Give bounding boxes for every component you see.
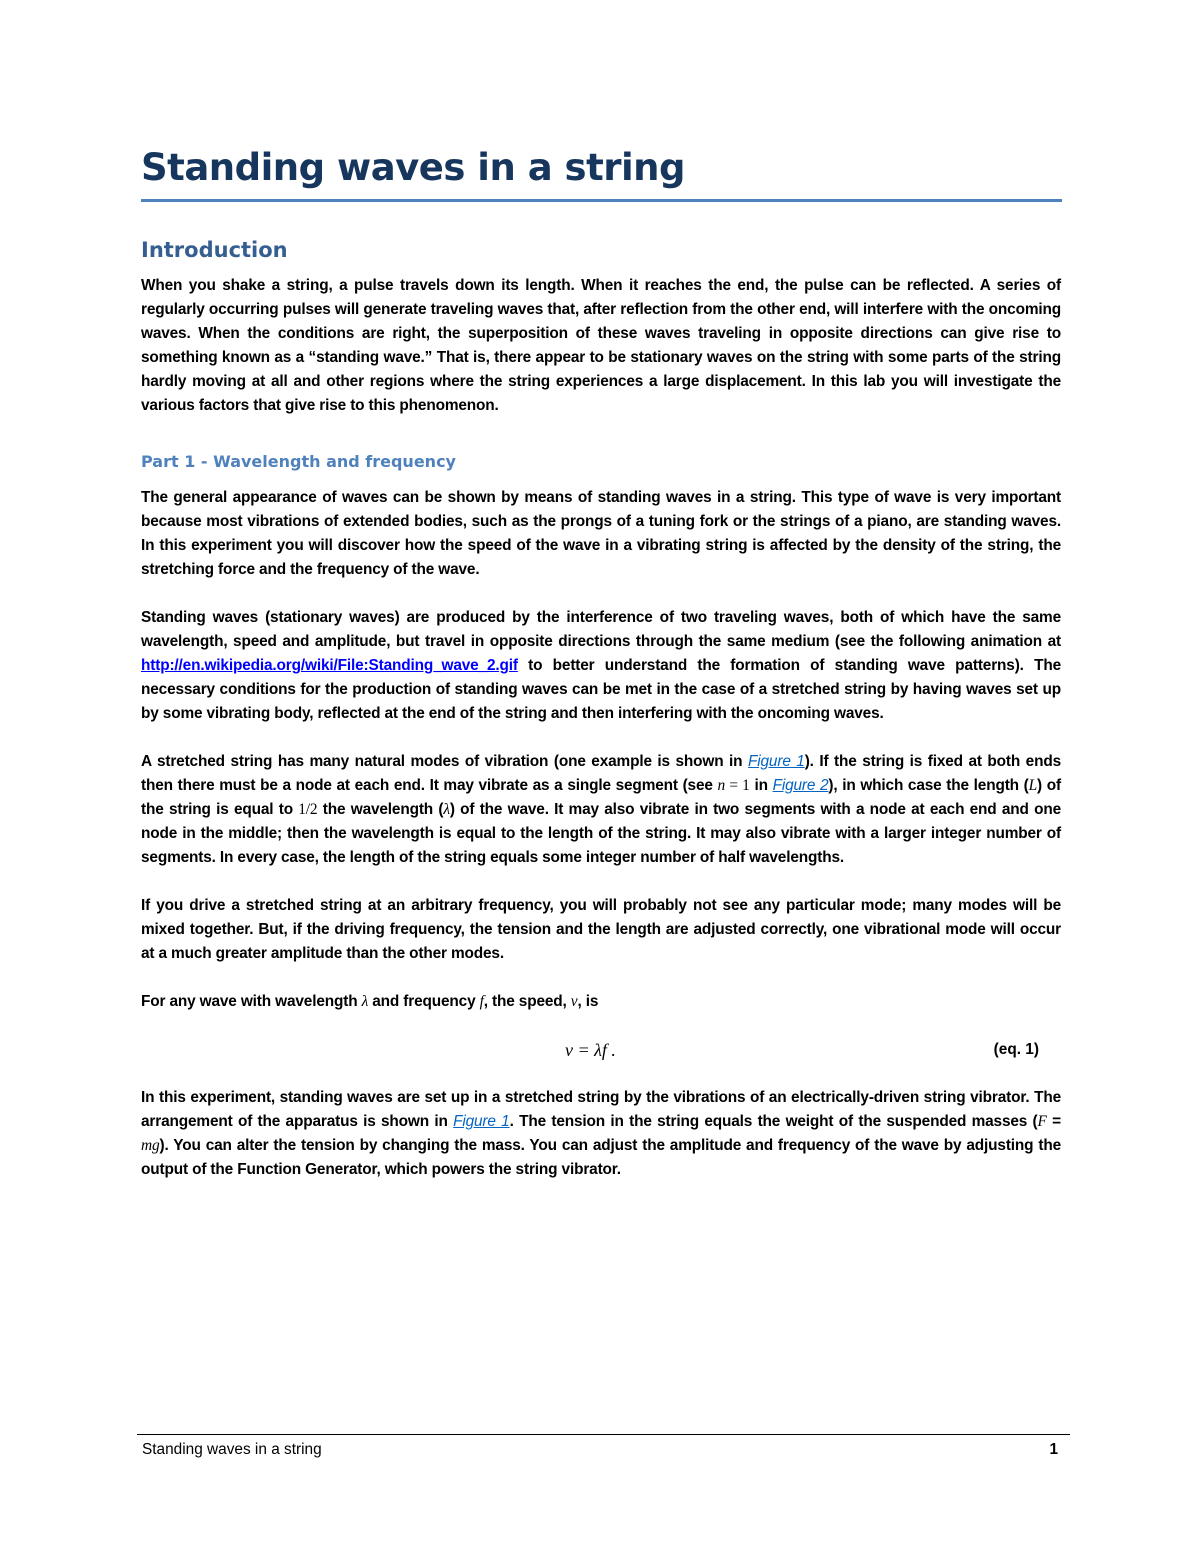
p6-text-c: ). You can alter the tension by changing the mass. You can adjust the amplitude and frequency of the wave by adjusting the output of the Function Generator, which powers the string vibrator.	[141, 1137, 1061, 1178]
paragraph-standing-waves	[141, 606, 1061, 726]
p5-text-c: , the speed,	[483, 993, 571, 1010]
math-half: 1/2	[298, 801, 318, 818]
p5-text-b: and frequency	[368, 993, 480, 1010]
intro-paragraph: When you shake a string, a pulse travels down its length. When it reaches the end, the pulse can be reflected. A series of regularly occurring pulses will generate traveling waves that, after reflection from the other end, will interfere with the oncoming waves. When the conditions are right, the superposition of these waves traveling in opposite directions can give rise to something known as a “standing wave.” That is, there appear to be stationary waves on the string with some parts of the string hardly moving at all and other regions where the string experiences a large displacement. In this lab you will investigate the various factors that give rise to this phenomenon.	[141, 277, 1061, 414]
paragraph-general-appearance: The general appearance of waves can be shown by means of standing waves in a string. This type of wave is very important because most vibrations of extended bodies, such as the prongs of a tuning fork or the strings of a piano, are standing waves. In this experiment you will discover how the speed of the wave in a vibrating string is affected by the density of the string, the stretching force and the frequency of the wave.	[141, 489, 1061, 578]
equation-label: (eq. 1)	[993, 1041, 1039, 1058]
wikipedia-animation-link[interactable]: http://en.wikipedia.org/wiki/File:Standing_wave_2.gif	[141, 657, 518, 674]
page-number: 1	[1049, 1441, 1058, 1458]
p2-text-a: Standing waves (stationary waves) are produced by the interference of two traveling waves, both of which have the same wavelength, speed and amplitude, but travel in opposite directions through the same medium (see the following animation at	[141, 609, 1061, 650]
part1-heading: Part 1 - Wavelength and frequency	[141, 452, 456, 471]
math-n: n	[717, 777, 726, 794]
page-content	[141, 140, 1061, 1182]
p3-text-g: ) of the wave. It may also vibrate in two segments with a node at each end and one node in the middle; then the wavelength is equal to the length of the string. It may also vibrate with a larger integer number of segments. In every case, the length of the string equals some integer number of half wavelengths.	[141, 801, 1061, 866]
page-title: Standing waves in a string	[141, 146, 686, 189]
math-F: F	[1037, 1113, 1047, 1130]
figure-1-link[interactable]: Figure 1	[748, 753, 805, 770]
math-mg: mg	[141, 1137, 160, 1154]
title-underline	[141, 199, 1062, 202]
math-v: v	[570, 993, 578, 1010]
intro-heading: Introduction	[141, 238, 288, 262]
p3-text-c: in	[749, 777, 773, 794]
math-lambda: λ	[443, 801, 450, 818]
p3-text-d: ), in which case the length (	[828, 777, 1029, 794]
paragraph-natural-modes	[141, 750, 1061, 870]
figure-1-link-2[interactable]: Figure 1	[453, 1113, 510, 1130]
p6-text-b: . The tension in the string equals the weight of the suspended masses (	[509, 1113, 1038, 1130]
p2-text-b: to better understand the formation of standing wave patterns). The necessary conditions for the production of standing waves can be met in the case of a stretched string by having waves set up by some vibrating body, reflected at the end of the string and then interfering with the oncoming waves.	[141, 657, 1061, 722]
p5-text-d: , is	[577, 993, 599, 1010]
math-f: f	[479, 993, 484, 1010]
p6-text-eq: =	[1046, 1113, 1061, 1130]
math-lambda-2: λ	[361, 993, 369, 1010]
p6-text-a: In this experiment, standing waves are set up in a stretched string by the vibrations of an electrically-driven string vibrator. The arrangement of the apparatus is shown in	[141, 1089, 1061, 1130]
footer-title: Standing waves in a string	[142, 1441, 322, 1458]
paragraph-experiment-setup	[141, 1086, 1061, 1182]
p3-text-e: ) of the string is equal to	[141, 777, 1061, 818]
footer-rule	[137, 1434, 1070, 1435]
paragraph-wave-speed	[141, 990, 1061, 1014]
paragraph-driving-frequency: If you drive a stretched string at an arbitrary frequency, you will probably not see any particular mode; many modes will be mixed together. But, if the driving frequency, the tension and the length are adjusted correctly, one vibrational mode will occur at a much greater amplitude than the other modes.	[141, 897, 1061, 962]
math-eq-1: = 1	[725, 777, 750, 794]
equation-speed: v = λf .	[565, 1040, 616, 1060]
page-footer	[137, 1434, 1070, 1458]
p3-text-f: the wavelength (	[317, 801, 444, 818]
math-L: L	[1028, 777, 1038, 794]
p3-text-b: ). If the string is fixed at both ends then there must be a node at each end. It may vibrate as a single segment (see	[141, 753, 1062, 794]
equation-row	[141, 1038, 1061, 1062]
p5-text-a: For any wave with wavelength	[141, 993, 362, 1010]
figure-2-link[interactable]: Figure 2	[772, 777, 829, 794]
p3-text-a: A stretched string has many natural modes of vibration (one example is shown in	[141, 753, 748, 770]
